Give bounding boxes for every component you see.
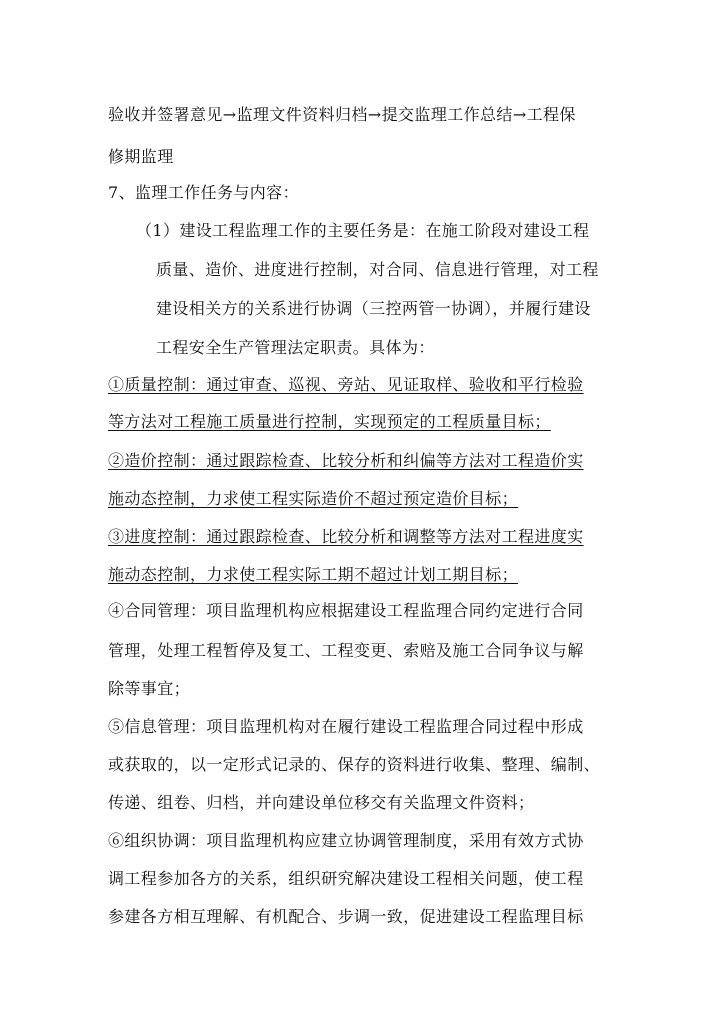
organization-coordination-line-2: 调工程参加各方的关系，组织研究解决建设工程相关问题，使工程 <box>108 869 584 888</box>
task-item-1-line-3: 建设相关方的关系进行协调（三控两管一协调），并履行建设 <box>156 299 591 318</box>
organization-coordination-line-3: 参建各方相互理解、有机配合、步调一致，促进建设工程监理目标 <box>108 907 584 926</box>
contract-management-line-3: 除等事宜； <box>108 679 191 698</box>
task-item-1-line-1: （1）建设工程监理工作的主要任务是：在施工阶段对建设工程 <box>136 221 590 240</box>
schedule-control-line-1: ③进度控制：通过跟踪检查、比较分析和调整等方法对工程进度实 <box>108 527 584 546</box>
quality-control-line-1: ①质量控制：通过审查、巡视、旁站、见证取样、验收和平行检验 <box>108 375 584 394</box>
cost-control-line-1: ②造价控制：通过跟踪检查、比较分析和纠偏等方法对工程造价实 <box>108 451 584 470</box>
contract-management-line-2: 管理，处理工程暂停及复工、工程变更、索赔及施工合同争议与解 <box>108 641 584 660</box>
schedule-control-line-2: 施动态控制，力求使工程实际工期不超过计划工期目标； <box>108 565 519 584</box>
cost-control-line-2: 施动态控制，力求使工程实际造价不超过预定造价目标； <box>108 489 519 508</box>
contract-management-line-1: ④合同管理：项目监理机构应根据建设工程监理合同约定进行合同 <box>108 601 584 620</box>
text-line-1: 验收并签署意见→监理文件资料归档→提交监理工作总结→工程保 <box>108 105 576 124</box>
task-item-1-line-2: 质量、造价、进度进行控制，对合同、信息进行管理，对工程 <box>156 260 599 279</box>
task-item-1-line-4: 工程安全生产管理法定职责。具体为： <box>156 338 435 357</box>
text-line-2: 修期监理 <box>108 147 174 166</box>
information-management-line-1: ⑤信息管理：项目监理机构对在履行建设工程监理合同过程中形成 <box>108 717 584 736</box>
information-management-line-2: 或获取的，以一定形式记录的、保存的资料进行收集、整理、编制、 <box>108 755 601 774</box>
section-heading-7: 7、监理工作任务与内容： <box>108 183 299 202</box>
organization-coordination-line-1: ⑥组织协调：项目监理机构应建立协调管理制度，采用有效方式协 <box>108 831 584 850</box>
information-management-line-3: 传递、组卷、归档，并向建设单位移交有关监理文件资料； <box>108 793 535 812</box>
quality-control-line-2: 等方法对工程施工质量进行控制，实现预定的工程质量目标； <box>108 412 551 431</box>
